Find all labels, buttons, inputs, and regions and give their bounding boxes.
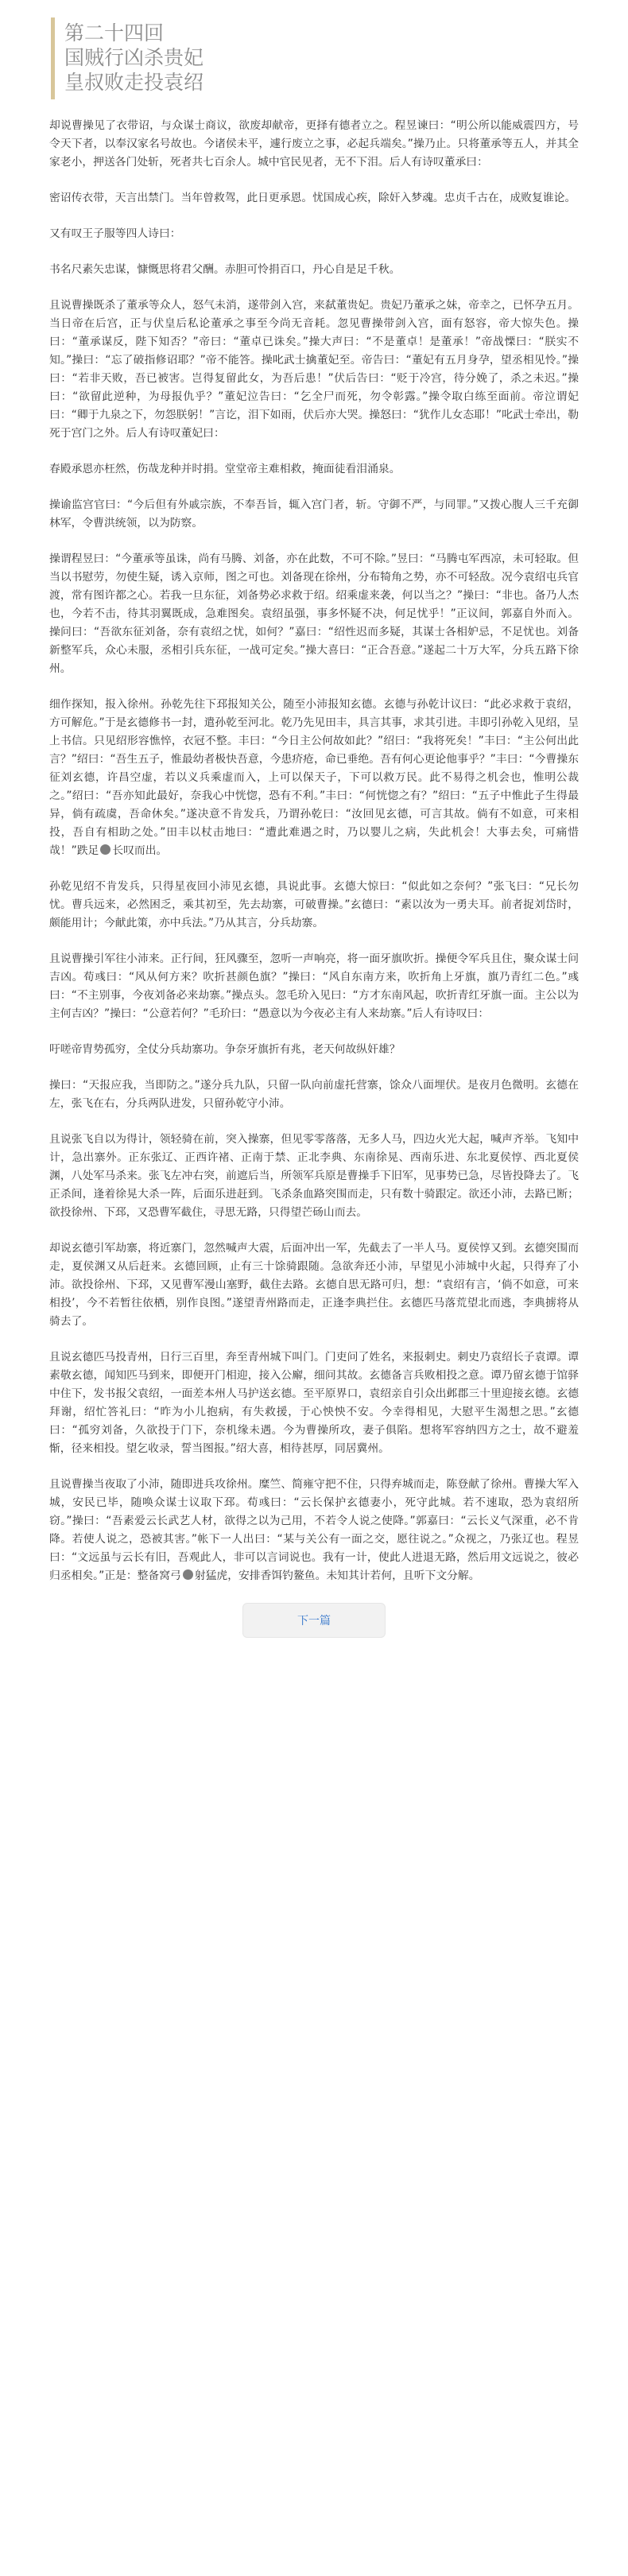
chapter-title-line-2: 皇叔败走投袁绍	[64, 71, 204, 94]
next-chapter-button[interactable]: 下一篇	[242, 1603, 386, 1638]
article-body	[14, 117, 614, 1585]
paragraph: 操谕监宫官曰：“今后但有外戚宗族，不奉吾旨，辄入宫门者，斩。守御不严，与同罪。”又拨心腹人三千充御林军，令曹洪统领，以为防察。	[49, 499, 579, 530]
pagination	[14, 1603, 614, 1638]
paragraph-text: 长叹而出。	[112, 844, 168, 857]
paragraph-text: 孙乾见绍不肯发兵，只得星夜回小沛见玄德，具说此事。玄德大惊曰：“似此如之奈何？”张飞曰：“兄长勿忧。曹兵远来，必然困乏，乘其初至，先去劫寨，可破曹操。”玄德曰：“素以汝为一勇夫耳。前者捉刘岱时，颇能用计；今献此策，亦中兵法。”乃从其言，分兵劫寨。	[49, 880, 579, 929]
chapter-title-line-1: 国贼行凶杀贵妃	[64, 46, 204, 69]
paragraph-with-inline-icon	[49, 696, 579, 860]
poem: 书名尺素矢忠谋，慷慨思将君父酬。赤胆可怜捐百口，丹心自是足千秋。	[49, 263, 401, 276]
paragraph-with-inline-icon	[49, 878, 579, 933]
paragraph: 又有叹王子服等四人诗曰：	[49, 227, 181, 240]
paragraph-text: 射猛虎，安排香饵钓鳌鱼。未知其计若何，且听下文分解。	[194, 1569, 480, 1582]
chapter-number: 第二十四回	[64, 21, 165, 45]
paragraph-text: 细作探知，报入徐州。孙乾先往下邳报知关公，随至小沛报知玄德。玄德与孙乾计议曰：“此必求救于袁绍，方可解危。”于是玄德修书一封，遣孙乾至河北。乾乃先见田丰，具言其事，求其引进。丰即引孙乾入见绍，呈上书信。只见绍形容憔悴，衣冠不整。丰曰：“今日主公何故如此？”绍曰：“我将死矣！”丰曰：“主公何出此言？”绍曰：“吾生五子，惟最幼者极快吾意，今患疥疮，命已垂绝。吾有何心更论他事乎？”丰曰：“今曹操东征刘玄德，许昌空虚，若以义兵乘虚而入，上可以保天子，下可以救万民。此不易得之机会也，惟明公裁之。”绍曰：“吾亦知此最好，奈我心中恍惚，恐有不利。”丰曰：“何恍惚之有？”绍曰：“五子中惟此子生得最异，倘有疏虞，吾命休矣。”遂决意不肯发兵，乃谓孙乾曰：“汝回见玄德，可言其故。倘有不如意，可来相投，吾自有相助之处。”田丰以杖击地曰：“遭此难遇之时，乃以婴儿之病，失此机会！大事去矣，可痛惜哉！”跌足	[49, 698, 579, 857]
paragraph: 且说曹操既杀了董承等众人，怒气未消，遂带剑入宫，来弑董贵妃。贵妃乃董承之妹，帝幸之，已怀孕五月。当日帝在后宫，正与伏皇后私论董承之事至今尚无音耗。忽见曹操带剑入宫，面有怒容，帝大惊失色。操曰：“董承谋反，陛下知否？”帝曰：“董卓已诛矣。”操大声曰：“不是董卓！是董承！”帝战慄曰：“朕实不知。”操曰：“忘了破指修诏耶？”帝不能答。操叱武士擒董妃至。帝告曰：“董妃有五月身孕，望丞相见怜。”操曰：“若非天败，吾已被害。岂得复留此女，为吾后患！”伏后告曰：“贬于冷宫，待分娩了，杀之未迟。”操曰：“欲留此逆种，为母报仇乎？”董妃泣告曰：“乞全尸而死，勿令彰露。”操令取白练至面前。帝泣谓妃曰：“卿于九泉之下，勿怨朕躬！”言讫，泪下如雨，伏后亦大哭。操怒曰：“犹作儿女态耶！”叱武士牵出，勒死于宫门之外。后人有诗叹董妃曰：	[49, 299, 579, 440]
paragraph-with-inline-icon	[49, 1476, 579, 1585]
poem: 密诏传衣带，天言出禁门。当年曾救驾，此日更承恩。忧国成心疾，除奸入梦魂。忠贞千古在，成败复谁论。	[49, 192, 576, 204]
paragraph: 操曰：“天报应我，当即防之。”遂分兵九队，只留一队向前虚托营寨，馀众八面埋伏。是夜月色微明。玄德在左，张飞在右，分兵两队进发，只留孙乾守小沛。	[49, 1079, 579, 1110]
paragraph: 却说玄德引军劫寨，将近寨门，忽然喊声大震，后面冲出一军，先截去了一半人马。夏侯惇又到。玄德突围而走，夏侯渊又从后赶来。玄德回顾，止有三十馀骑跟随。急欲奔还小沛，早望见小沛城中火起，只得弃了小沛。欲投徐州、下邳，又见曹军漫山塞野，截住去路。玄德自思无路可归，想：“袁绍有言，‘倘不如意，可来相投’，今不若暂往依栖，别作良图。”遂望青州路而走，正逢李典拦住。玄德匹马落荒望北而逃，李典掳将从骑去了。	[49, 1242, 579, 1328]
paragraph: 且说张飞自以为得计，领轻骑在前，突入操寨，但见零零落落，无多人马，四边火光大起，喊声齐举。飞知中计，急出寨外。正东张辽、正西许褚、正南于禁、正北李典、东南徐晃、西南乐进、东北夏侯惇、西北夏侯渊，八处军马杀来。张飞左冲右突，前遮后当，所领军兵原是曹操手下旧军，见事势已急，尽皆投降去了。飞正杀间，逢着徐晃大杀一阵，后面乐进赶到。飞杀条血路突围而走，只有数十骑跟定。欲还小沛，去路已断；欲投徐州、下邳，又恐曹军截住，寻思无路，只得望芒砀山而去。	[49, 1133, 579, 1219]
chapter-title-block	[51, 17, 289, 99]
paragraph: 却说曹操见了衣带诏，与众谋士商议，欲废却献帝，更择有德者立之。程昱谏曰：“明公所以能威震四方，号令天下者，以奉汉家名号故也。今诸侯未平，遽行废立之事，必起兵端矣。”操乃止。只将董承等五人，并其全家老小，押送各门处斩，死者共七百余人。城中官民见者，无不下泪。后人有诗叹董承曰：	[49, 119, 579, 169]
paragraph-text: 且说曹操当夜取了小沛，随即进兵攻徐州。糜竺、简雍守把不住，只得弃城而走，陈登献了徐州。曹操大军入城，安民已毕，随唤众谋士议取下邳。荀彧曰：“云长保护玄德妻小，死守此城。若不速取，恐为袁绍所窃。”操曰：“吾素爱云长武艺人材，欲得之以为己用，不若令人说之使降。”郭嘉曰：“云长义气深重，必不肯降。若使人说之，恐被其害。”帐下一人出曰：“某与关公有一面之交，愿往说之。”众视之，乃张辽也。程昱曰：“文远虽与云长有旧，吾观此人，非可以言词说也。我有一计，使此人进退无路，然后用文远说之，彼必归丞相矣。”正是：整备窝弓	[49, 1478, 579, 1582]
inline-user-icon	[183, 1569, 193, 1580]
paragraph: 且说曹操引军往小沛来。正行间，狂风骤至，忽听一声响亮，将一面牙旗吹折。操便令军兵且住，聚众谋士问吉凶。荀彧曰：“风从何方来？吹折甚颜色旗？”操曰：“风自东南方来，吹折角上牙旗，旗乃青红二色。”彧曰：“不主别事，今夜刘备必来劫寨。”操点头。忽毛玠入见曰：“方才东南风起，吹折青红牙旗一面。主公以为主何吉凶？”操曰：“公意若何？”毛玠曰：“愚意以为今夜必主有人来劫寨。”后人有诗叹曰：	[49, 952, 579, 1020]
paragraph: 操谓程昱曰：“今董承等虽诛，尚有马腾、刘备，亦在此数，不可不除。”昱曰：“马腾屯军西凉，未可轻取。但当以书慰劳，勿使生疑，诱入京师，图之可也。刘备现在徐州，分布犄角之势，亦不可轻敌。况今袁绍屯兵官渡，常有图许都之心。若我一旦东征，刘备势必求救于绍。绍乘虚来袭，何以当之？”操曰：“非也。备乃人杰也，今若不击，待其羽翼既成，急难图矣。袁绍虽强，事多怀疑不决，何足忧乎！”正议间，郭嘉自外而入。操问曰：“吾欲东征刘备，奈有袁绍之忧，如何？”嘉曰：“绍性迟而多疑，其谋士各相妒忌，不足忧也。刘备新整军兵，众心未服，丞相引兵东征，一战可定矣。”操大喜曰：“正合吾意。”遂起二十万大军，分兵五路下徐州。	[49, 553, 579, 675]
poem: 吁嗟帝胄势孤穷，全仗分兵劫寨功。争奈牙旗折有兆，老天何故纵奸雄？	[49, 1043, 401, 1056]
inline-user-icon	[100, 844, 110, 855]
poem: 春殿承恩亦枉然，伤哉龙种并时捐。堂堂帝主难相救，掩面徒看泪涌泉。	[49, 463, 401, 475]
paragraph: 且说玄德匹马投青州，日行三百里，奔至青州城下叫门。门吏问了姓名，来报刺史。刺史乃袁绍长子袁谭。谭素敬玄德，闻知匹马到来，即便开门相迎，接入公廨，细问其故。玄德备言兵败相投之意。谭乃留玄德于馆驿中住下，发书报父袁绍，一面差本州人马护送玄德。至平原界口，袁绍亲自引众出邺郡三十里迎接玄德。玄德拜谢，绍忙答礼曰：“昨为小儿抱病，有失救援，于心怏怏不安。今幸得相见，大慰平生渴想之思。”玄德曰：“孤穷刘备，久欲投于门下，奈机缘未遇。今为曹操所攻，妻子俱陷。想将军容纳四方之士，故不避羞惭，径来相投。望乞收录，誓当图报。”绍大喜，相待甚厚，同居冀州。	[49, 1351, 579, 1455]
